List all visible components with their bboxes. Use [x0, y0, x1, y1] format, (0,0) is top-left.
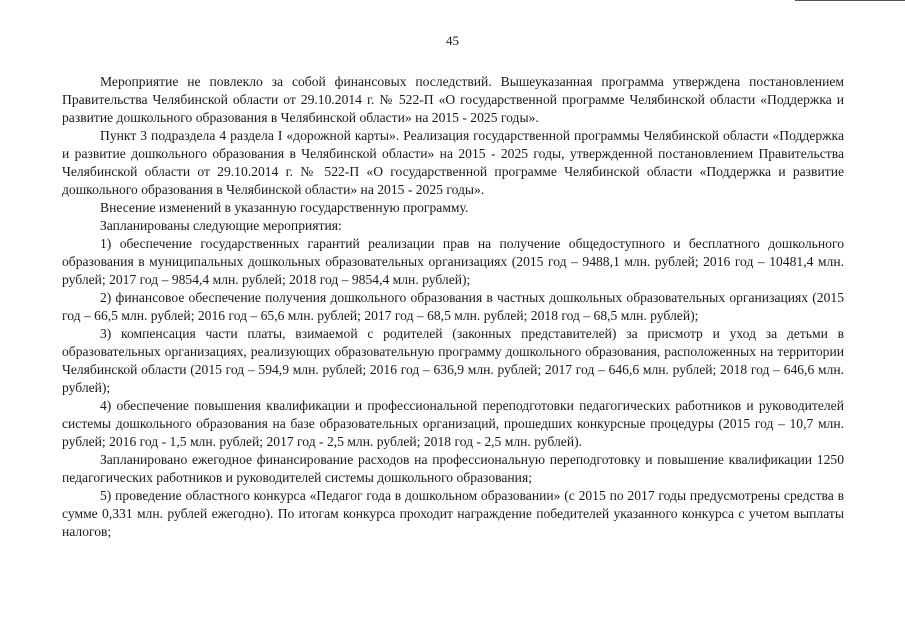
list-item-5-teacher-contest: 5) проведение областного конкурса «Педагог года в дошкольном образовании» (с 2015 по 2017 годы предусмотрены средства в сумме 0,331 млн. рублей ежегодно). По итогам конкурса проходит награждение победителей указанного конкурса с учетом выплаты налогов; — [62, 488, 844, 539]
paragraph-item-3-roadmap: Пункт 3 подраздела 4 раздела I «дорожной карты». Реализация государственной программы Челябинской области «Поддержка и развитие дошкольного образования в Челябинской области» на 2015 - 2025 годы, утвержденной постановлением Правительства Челябинской области от 29.10.2014 г. № 522-П «О государственной программе Челябинской области «Поддержка и развитие дошкольного образования в Челябинской области» на 2015 - 2025 годы». — [62, 128, 844, 197]
list-item-4-qualification: 4) обеспечение повышения квалификации и профессиональной переподготовки педагогических работников и руководителей системы дошкольного образования на базе образовательных организаций, прошедших конкурсные процедуры (2015 год – 10,7 млн. рублей; 2016 год - 1,5 млн. рублей; 2017 год - 2,5 млн. рублей; 2018 год - 2,5 млн. рублей). — [62, 398, 844, 449]
list-item-1-state-guarantees: 1) обеспечение государственных гарантий реализации прав на получение общедоступного и бесплатного дошкольного образования в муниципальных дошкольных образовательных организациях (2015 год – 9488,1 млн. рублей; 2016 год – 10481,4 млн. рублей; 2017 год – 9854,4 млн. рублей; 2018 год – 9854,4 млн. рублей); — [62, 236, 844, 287]
scan-edge-line — [795, 0, 905, 1]
paragraph-planned-measures: Запланированы следующие мероприятия: — [100, 218, 342, 233]
paragraph-amendments: Внесение изменений в указанную государственную программу. — [100, 200, 469, 215]
document-body — [62, 73, 844, 541]
list-item-2-private-organizations: 2) финансовое обеспечение получения дошкольного образования в частных дошкольных образовательных организациях (2015 год – 66,5 млн. рублей; 2016 год – 65,6 млн. рублей; 2017 год – 68,5 млн. рублей; 2018 год – 68,5 млн. рублей); — [62, 290, 844, 323]
list-item-3-parent-compensation: 3) компенсация части платы, взимаемой с родителей (законных представителей) за присмотр и уход за детьми в образовательных организациях, реализующих образовательную программу дошкольного образования, расположенных на территории Челябинской области (2015 год – 594,9 млн. рублей; 2016 год – 636,9 млн. рублей; 2017 год – 646,6 млн. рублей; 2018 год – 646,6 млн. рублей); — [62, 326, 844, 395]
paragraph-financial-consequences: Мероприятие не повлекло за собой финансовых последствий. Вышеуказанная программа утверждена постановлением Правительства Челябинской области от 29.10.2014 г. № 522-П «О государственной программе Челябинской области «Поддержка и развитие дошкольного образования в Челябинской области» на 2015 - 2025 годы». — [62, 74, 844, 125]
page-number: 45 — [446, 33, 459, 48]
paragraph-annual-financing: Запланировано ежегодное финансирование расходов на профессиональную переподготовку и повышение квалификации 1250 педагогических работников и руководителей системы дошкольного образования; — [62, 452, 844, 485]
